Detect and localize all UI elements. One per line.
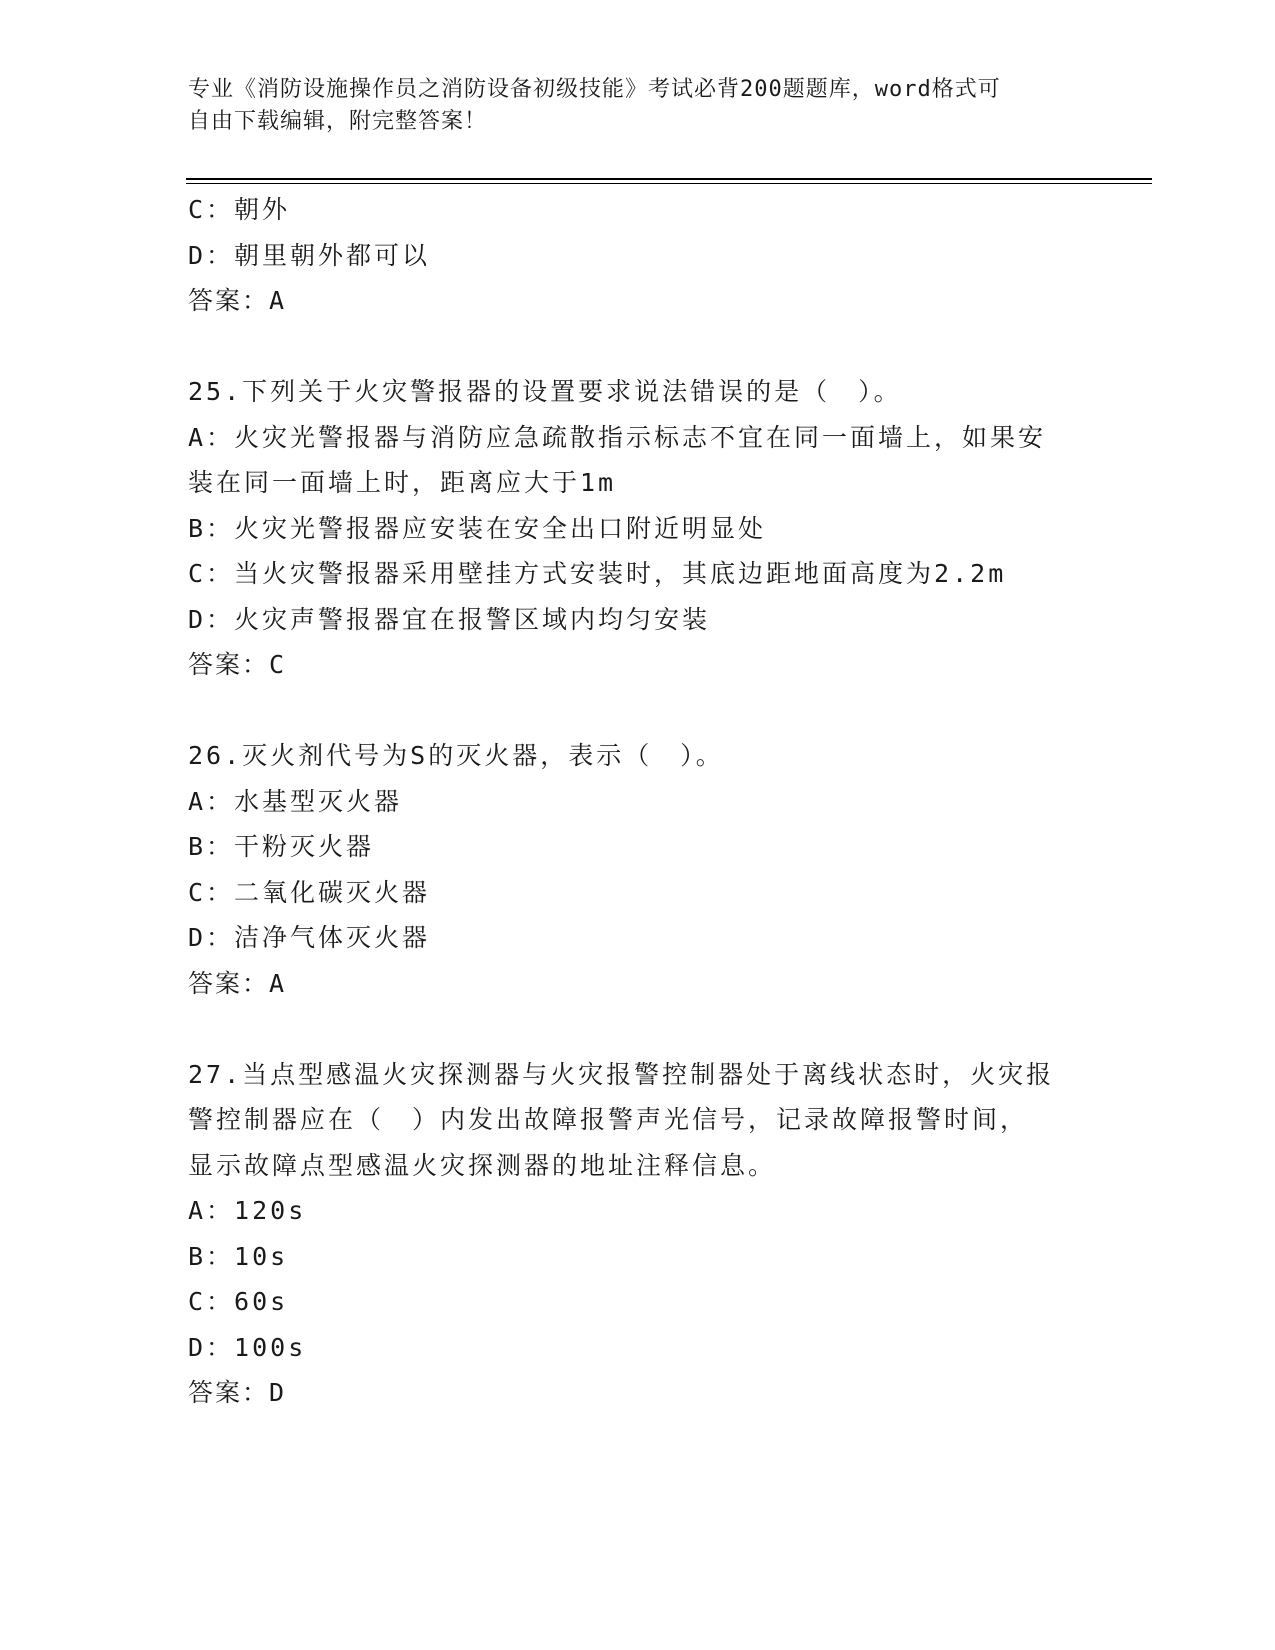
option-d: D：朝里朝外都可以 xyxy=(188,240,431,270)
header-line-2: 自由下载编辑，附完整答案！ xyxy=(188,109,488,134)
header-line-1: 专业《消防设施操作员之消防设备初级技能》考试必背200题题库，word格式可 xyxy=(188,77,1001,102)
option-c: C：60s xyxy=(188,1287,289,1316)
answer: 答案：C xyxy=(188,650,287,679)
option-b: B：火灾光警报器应安装在安全出口附近明显处 xyxy=(188,513,767,543)
spacer xyxy=(188,688,1088,734)
option-c: C：朝外 xyxy=(188,195,291,224)
page-header xyxy=(188,74,1088,138)
header-rule-thin xyxy=(186,183,1152,184)
option-d: D：火灾声警报器宜在报警区域内均匀安装 xyxy=(188,604,711,634)
question-stem: 27.当点型感温火灾探测器与火灾报警控制器处于离线状态时，火灾报 xyxy=(188,1059,1055,1089)
option-a: A：火灾光警报器与消防应急疏散指示标志不宜在同一面墙上，如果安 xyxy=(188,422,1047,452)
option-b: B：10s xyxy=(188,1241,289,1271)
question-stem-cont: 显示故障点型感温火灾探测器的地址注释信息。 xyxy=(188,1150,777,1180)
header-rule-thick xyxy=(186,178,1152,180)
question-content xyxy=(188,187,1088,1416)
spacer xyxy=(188,1006,1088,1052)
option-c: C：二氧化碳灭火器 xyxy=(188,877,431,907)
option-d: D：洁净气体灭火器 xyxy=(188,923,431,952)
option-d: D：100s xyxy=(188,1332,307,1362)
option-b: B：干粉灭火器 xyxy=(188,832,375,861)
option-a: A：水基型灭火器 xyxy=(188,786,403,816)
answer: 答案：A xyxy=(188,286,287,315)
option-c: C：当火灾警报器采用壁挂方式安装时，其底边距地面高度为2.2m xyxy=(188,559,1007,588)
question-25 xyxy=(188,369,1088,688)
option-a-cont: 装在同一面墙上时，距离应大于1m xyxy=(188,468,617,497)
option-a: A：120s xyxy=(188,1196,307,1225)
question-stem: 26.灭火剂代号为S的灭火器，表示（ ）。 xyxy=(188,741,724,770)
question-26 xyxy=(188,733,1088,1006)
answer: 答案：A xyxy=(188,968,287,998)
spacer xyxy=(188,324,1088,370)
question-stem-cont: 警控制器应在（ ）内发出故障报警声光信号，记录故障报警时间， xyxy=(188,1105,1029,1134)
question-27 xyxy=(188,1052,1088,1416)
answer: 答案：D xyxy=(188,1378,287,1407)
prev-question xyxy=(188,187,1088,324)
question-stem: 25.下列关于火灾警报器的设置要求说法错误的是（ ）。 xyxy=(188,377,902,406)
